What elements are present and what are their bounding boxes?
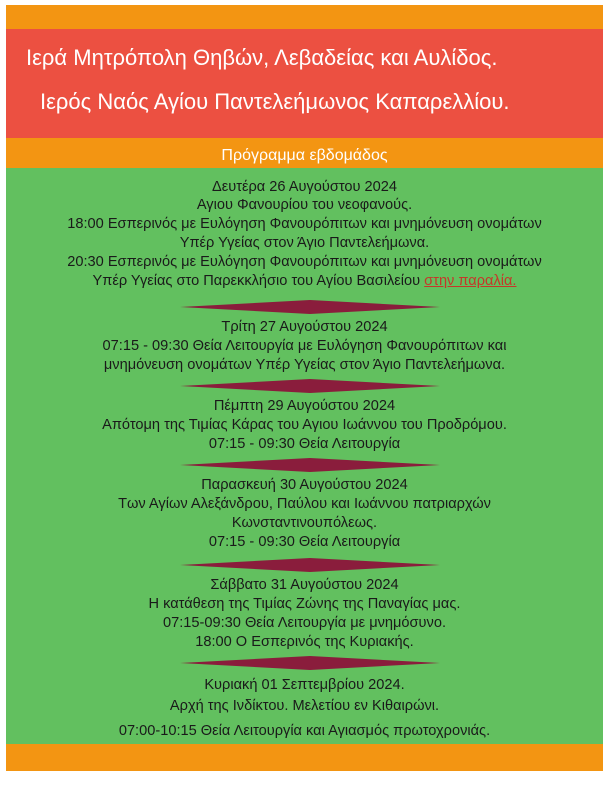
- day-line: 07:00-10:15 Θεία Λειτουργία και Αγιασμός πρωτοχρονιάς.: [118, 723, 491, 739]
- day-line: 07:15 - 09:30 Θεία Λειτουργία: [208, 534, 401, 550]
- day-line: 07:15 - 09:30 Θεία Λειτουργία με Ευλόγηση Φανουρόπιτων και: [102, 338, 507, 354]
- divider-ornament: [180, 458, 440, 472]
- header-church: Ιερός Ναός Αγίου Παντελεήμωνος Καπαρελλίου.: [40, 89, 510, 114]
- beach-link[interactable]: στην παραλία.: [424, 273, 517, 289]
- schedule-body: [6, 168, 603, 744]
- header-metropolis: Ιερά Μητρόπολη Θηβών, Λεβαδείας και Αυλίδος.: [26, 45, 498, 70]
- day-line: 18:00 Εσπερινός με Ευλόγηση Φανουρόπιτων και μνημόνευση ονομάτων: [67, 216, 542, 232]
- day-line: Απότομη της Τιμίας Κάρας του Αγιου Ιωάννου του Προδρόμου.: [102, 417, 507, 433]
- day-line: 07:15-09:30 Θεία Λειτουργία με μνημόσυνο.: [163, 615, 446, 631]
- day-date: Τρίτη 27 Αυγούστου 2024: [221, 319, 388, 335]
- day-line: 07:15 - 09:30 Θεία Λειτουργία: [208, 436, 401, 452]
- divider-ornament: [180, 300, 440, 314]
- day-line: 20:30 Εσπερινός με Ευλόγηση Φανουρόπιτων και μνημόνευση ονομάτων: [67, 254, 542, 270]
- day-line: Η κατάθεση της Τιμίας Ζώνης της Παναγίας μας.: [148, 596, 461, 612]
- day-line: Κωνσταντινουπόλεως.: [231, 515, 378, 531]
- header-banner: [6, 29, 603, 138]
- divider-ornament: [180, 656, 440, 670]
- day-line: 18:00 Ο Εσπερινός της Κυριακής.: [195, 634, 414, 650]
- divider-ornament: [180, 558, 440, 572]
- day-line: Αρχή της Ινδίκτου. Μελετίου εν Κιθαιρώνι.: [169, 698, 440, 714]
- schedule-title-band: [6, 138, 603, 168]
- day-date: Πέμπτη 29 Αυγούστου 2024: [213, 398, 396, 414]
- day-date: Παρασκευή 30 Αυγούστου 2024: [201, 477, 408, 493]
- day-line: Αγιου Φανουρίου του νεοφανούς.: [196, 197, 413, 213]
- day-date: Δευτέρα 26 Αυγούστου 2024: [211, 179, 398, 195]
- top-orange-band: [6, 5, 603, 29]
- day-line: Υπέρ Υγείας στο Παρεκκλήσιο του Αγίου Βασιλείου: [92, 273, 421, 289]
- day-line: μνημόνευση ονομάτων Υπέρ Υγείας στον Άγιο Παντελεήμωνα.: [103, 357, 506, 373]
- day-line-with-link: [6, 272, 603, 290]
- schedule-title: Πρόγραμμα εβδομάδος: [221, 147, 388, 164]
- day-date: Σάββατο 31 Αυγούστου 2024: [210, 577, 399, 593]
- bottom-orange-band: [6, 744, 603, 771]
- day-line: Των Αγίων Αλεξάνδρου, Παύλου και Ιωάννου πατριαρχών: [118, 496, 491, 512]
- day-date: Κυριακή 01 Σεπτεμβρίου 2024.: [204, 677, 405, 693]
- divider-ornament: [180, 379, 440, 393]
- day-line: Υπέρ Υγείας στον Άγιο Παντελεήμωνα.: [179, 235, 430, 251]
